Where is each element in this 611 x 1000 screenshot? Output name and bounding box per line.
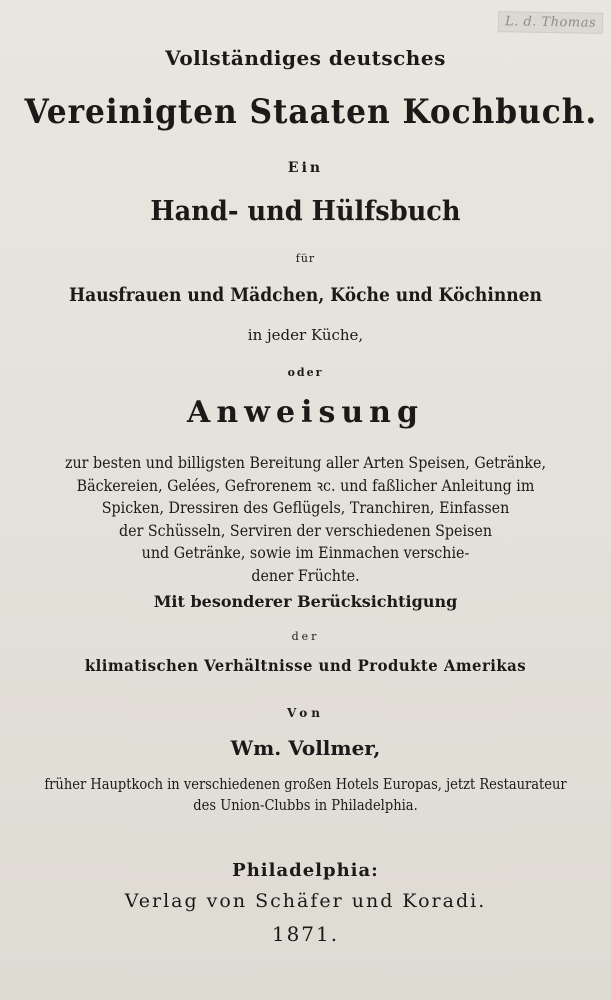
description-line: dener Früchte. xyxy=(251,566,360,585)
consideration-line: Mit besonderer Berücksichtigung xyxy=(153,592,458,611)
oder-line: oder xyxy=(287,366,324,379)
description-line: und Getränke, sowie im Einmachen verschie- xyxy=(141,544,470,562)
subtitle: Hand- und Hülfsbuch xyxy=(150,196,461,227)
author-info-line: des Union-Clubbs in Philadelphia. xyxy=(193,798,418,814)
publisher-line: Verlag von Schäfer und Koradi. xyxy=(124,890,487,912)
place-line: Philadelphia: xyxy=(232,860,379,881)
author-info xyxy=(0,775,611,817)
ownership-stamp: L. d. Thomas xyxy=(498,11,603,34)
fuer-line: für xyxy=(295,252,316,265)
author-name: Wm. Vollmer, xyxy=(230,736,381,760)
climate-line: klimatischen Verhältnisse und Produkte Amerikas xyxy=(84,656,527,675)
von-line: Von xyxy=(287,706,324,720)
year-line: 1871. xyxy=(271,922,340,946)
audience-line: Hausfrauen und Mädchen, Köche und Köchinnen xyxy=(68,284,543,306)
ein-line: Ein xyxy=(287,160,324,176)
description-line: zur besten und billigsten Bereitung aller Arten Speisen, Getränke, xyxy=(64,454,547,472)
author-info-line: früher Hauptkoch in verschiedenen großen Hotels Europas, jetzt Restaurateur xyxy=(44,777,567,793)
pre-title: Vollständiges deutsches xyxy=(165,46,446,70)
kitchen-line: in jeder Küche, xyxy=(247,326,364,344)
description-line: Bäckereien, Gelées, Gefrorenem ꝛc. und faßlicher Anleitung im xyxy=(76,476,535,495)
description-paragraph xyxy=(0,452,611,587)
anweisung-heading: Anweisung xyxy=(187,395,424,430)
description-line: Spicken, Dressiren des Geflügels, Tranchiren, Einfassen xyxy=(101,499,510,517)
description-line: der Schüsseln, Serviren der verschiedenen Speisen xyxy=(118,521,493,540)
main-title: Vereinigten Staaten Kochbuch. xyxy=(24,92,598,132)
der-line: der xyxy=(291,630,320,643)
